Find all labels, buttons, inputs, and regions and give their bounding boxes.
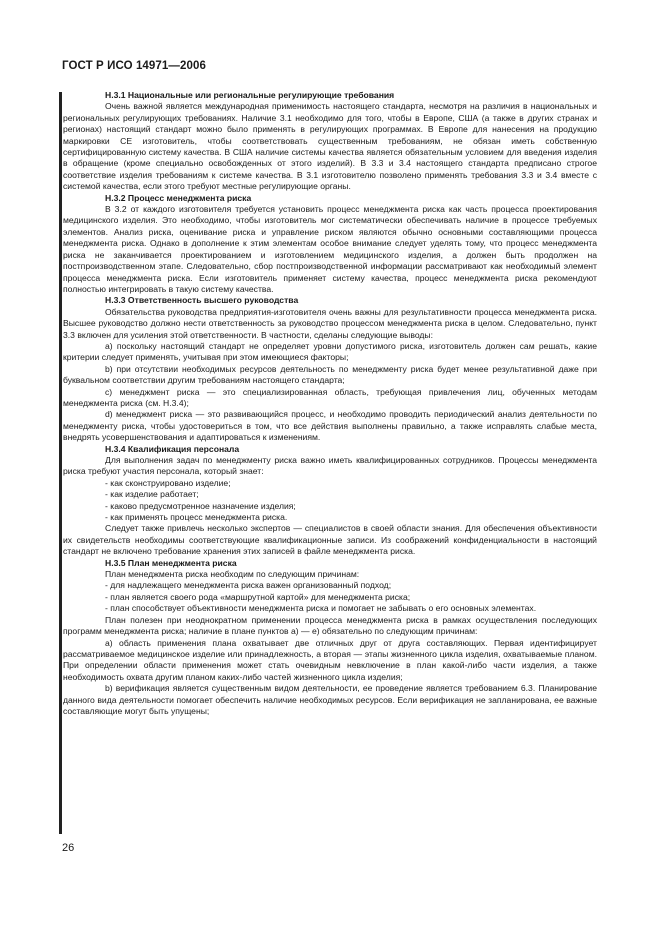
list-item: - для надлежащего менеджмента риска важен организованный подход; bbox=[105, 580, 392, 591]
list-item: b) при отсутствии необходимых ресурсов деятельность по менеджменту риска будет менее результативной даже при буквальном соответствии другим требованиям настоящего стандарта; bbox=[63, 363, 597, 386]
section-heading: H.3.4 Квалификация персонала bbox=[105, 443, 240, 454]
document-header: ГОСТ Р ИСО 14971—2006 bbox=[62, 60, 207, 72]
list-item: - план способствует объективности менеджмента риска и помогает не забывать о его основных элементах. bbox=[105, 603, 537, 614]
paragraph: План менеджмента риска необходим по следующим причинам: bbox=[105, 569, 360, 580]
list-item: - как изделие работает; bbox=[105, 489, 199, 500]
list-item: - каково предусмотренное назначение изделия; bbox=[105, 500, 296, 511]
paragraph: Обязательства руководства предприятия-изготовителя очень важны для результативности процесса менеджмента риска. Высшее руководство должно нести ответственность за руководство процессом менеджмента риска в целом. Следовательно, пункт 3.3 включен для усиления этой ответственности. В частности, сделаны следующие выводы: bbox=[63, 306, 597, 340]
page-number: 26 bbox=[62, 842, 75, 854]
list-item: c) менеджмент риска — это специализированная область, требующая привлечения лиц, обученных методам менеджмента риска (см. H.3.4); bbox=[63, 386, 597, 408]
section-heading: H.3.3 Ответственность высшего руководства bbox=[105, 295, 299, 306]
list-item: - как применять процесс менеджмента риска. bbox=[105, 512, 288, 523]
list-item: a) область применения плана охватывает две отличных друг от друга составляющих. Первая идентифицирует рассматриваемое медицинское изделие или принадлежность, а вторая — этапы жизненного цикла изделия, охватываемые планом. При определении области применения может стать очевидным невключение в план какой-либо части изделия, а также необходимость охвата другим планом каких-либо частей жизненного цикла изделия; bbox=[63, 637, 597, 682]
paragraph: Для выполнения задач по менеджменту риска важно иметь квалифицированных сотрудников. Процессы менеджмента риска требуют участия персонала, который знает: bbox=[63, 455, 597, 477]
paragraph: Очень важной является международная применимость настоящего стандарта, несмотря на различия в национальных и региональных регулирующих требованиях. Наличие 3.1 необходимо для того, чтобы в Европе, США (а также в других странах и регионах) настоящий стандарт можно было применять в регулирующих программах. В Европе для нанесения на продукцию маркировки СЕ изготовитель, чтобы соответствовать существенным требованиям, не обязан иметь собственную сертифицированную систему качества. В США наличие системы качества является обязательным условием для введения изделия в обращение (кроме специально освобожденных от этого изделий). В 3.3 и 3.4 настоящего стандарта предписано строгое соответствие изделия требованиям к системе качества. В 3.1 изготовителю позволено применять требования 3.3 и 3.4 вместе с системой качества, если этого требуют местные регулирующие органы. bbox=[63, 101, 597, 192]
list-item: - как сконструировано изделие; bbox=[105, 477, 231, 488]
paragraph: Следует также привлечь несколько экспертов — специалистов в своей области знания. Для обеспечения объективности их свидетельств необходимы соответствующие квалификационные записи. Из соображений конфиденциальности в настоящий стандарт не включено требование хранения этих записей в файле менеджмента риска. bbox=[63, 523, 597, 557]
change-bar bbox=[59, 92, 62, 834]
section-heading: H.3.2 Процесс менеджмента риска bbox=[105, 192, 252, 203]
paragraph: План полезен при неоднократном применении процесса менеджмента риска в рамках осуществления последующих программ менеджмента риска; наличие в плане пунктов а) — е) обязательно по следующим причинам: bbox=[63, 614, 597, 637]
list-item: b) верификация является существенным видом деятельности, ее проведение является требованием 6.3. Планирование данного вида деятельности помогает обеспечить наличие необходимых ресурсов. Если верификация не запланирована, ее важные составляющие могут быть упущены; bbox=[63, 683, 597, 716]
section-heading: H.3.5 План менеджмента риска bbox=[105, 557, 237, 568]
list-item: - план является своего рода «маршрутной картой» для менеджмента риска; bbox=[105, 591, 411, 602]
paragraph: В 3.2 от каждого изготовителя требуется установить процесс менеджмента риска как часть процесса проектирования медицинского изделия. Это необходимо, чтобы изготовитель мог систематически обеспечивать наличие в процессе требуемых элементов. Анализ риска, оценивание риска и управление риском являются обычно основными составляющими процесса менеджмента риска. Однако в дополнение к этим элементам особое внимание следует уделять тому, что процесс менеджмента риска не заканчивается проектированием и изготовлением медицинского изделия, а должен быть продолжен на постпроизводственном этапе. Следовательно, сбор постпроизводственной информации рассматривают как необходимый элемент процесса менеджмента риска. Если изготовитель применяет систему качества, процесс менеджмента риска рекомендуют полностью интегрировать в такую систему качества. bbox=[63, 204, 597, 294]
list-item: a) поскольку настоящий стандарт не определяет уровни допустимого риска, изготовитель должен сам решать, какие критерии следует применять, учитывая при этом имеющиеся факторы; bbox=[63, 340, 597, 363]
section-heading: H.3.1 Национальные или региональные регулирующие требования bbox=[105, 90, 395, 100]
list-item: d) менеджмент риска — это развивающийся процесс, и необходимо проводить периодический анализ деятельности по менеджменту риска, чтобы удостовериться в том, что все действия выполнены правильно, а также исправлять слабые места, внедрять усовершенствования и адаптироваться к изменениям. bbox=[63, 409, 597, 443]
document-body bbox=[63, 90, 597, 717]
